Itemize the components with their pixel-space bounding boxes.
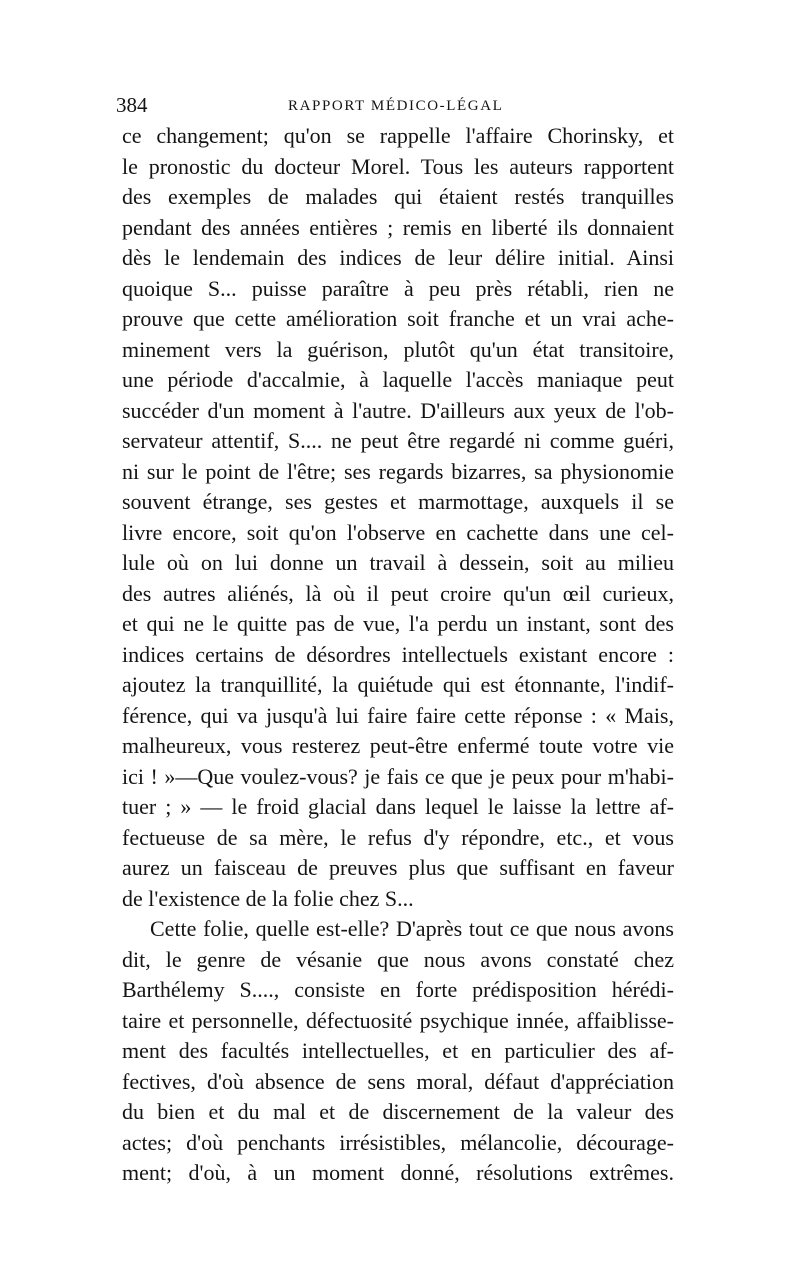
- text-line: quoique S... puisse paraître à peu près rétabli, rien ne: [122, 275, 674, 301]
- text-line: fectueuse de sa mère, le refus d'y répondre, etc., et vous: [122, 824, 674, 850]
- text-line: ajoutez la tranquillité, la quiétude qui est étonnante, l'indif-: [122, 672, 674, 697]
- text-line: dès le lendemain des indices de leur délire initial. Ainsi: [122, 245, 674, 270]
- text-line: pendant des années entières ; remis en liberté ils donnaient: [122, 214, 674, 240]
- text-line: souvent étrange, ses gestes et marmottage, auxquels il se: [122, 489, 674, 514]
- text-line: Barthélemy S...., consiste en forte prédisposition hérédi-: [122, 977, 674, 1002]
- text-line: fectives, d'où absence de sens moral, défaut d'appréciation: [122, 1068, 674, 1094]
- text-line: actes; d'où penchants irrésistibles, mélancolie, décourage-: [122, 1129, 674, 1155]
- text-line: lule où on lui donne un travail à dessein, soit au milieu: [122, 550, 674, 575]
- page-number: 384: [116, 93, 148, 117]
- text-line: férence, qui va jusqu'à lui faire faire cette réponse : « Mais,: [122, 702, 674, 728]
- text-line: minement vers la guérison, plutôt qu'un état transitoire,: [122, 336, 674, 362]
- text-line: des autres aliénés, là où il peut croire qu'un œil curieux,: [122, 580, 674, 606]
- text-line: Cette folie, quelle est-elle? D'après tout ce que nous avons: [150, 916, 674, 941]
- text-line: taire et personnelle, défectuosité psychique innée, affaiblisse-: [122, 1007, 674, 1033]
- text-line: le pronostic du docteur Morel. Tous les auteurs rapportent: [122, 153, 674, 179]
- text-line: ni sur le point de l'être; ses regards bizarres, sa physionomie: [122, 458, 674, 484]
- text-line: servateur attentif, S.... ne peut être regardé ni comme guéri,: [122, 428, 674, 453]
- text-line: du bien et du mal et de discernement de la valeur des: [122, 1099, 674, 1124]
- text-line: et qui ne le quitte pas de vue, l'a perdu un instant, sont des: [122, 611, 674, 636]
- text-line: dit, le genre de vésanie que nous avons constaté chez: [122, 946, 674, 972]
- text-line: ici ! »—Que voulez-vous? je fais ce que je peux pour m'habi-: [122, 763, 674, 789]
- text-line: de l'existence de la folie chez S...: [122, 885, 414, 911]
- text-line: une période d'accalmie, à laquelle l'accès maniaque peut: [122, 367, 674, 392]
- text-line: aurez un faisceau de preuves plus que suffisant en faveur: [122, 855, 674, 880]
- text-line: ment des facultés intellectuelles, et en particulier des af-: [122, 1038, 674, 1063]
- text-line: prouve que cette amélioration soit franche et un vrai ache-: [122, 306, 674, 331]
- text-line: livre encore, soit qu'on l'observe en cachette dans une cel-: [122, 519, 674, 545]
- text-line: ment; d'où, à un moment donné, résolutions extrêmes.: [122, 1160, 674, 1185]
- text-line: indices certains de désordres intellectuels existant encore :: [122, 641, 674, 667]
- page-header: [116, 93, 686, 117]
- text-line: succéder d'un moment à l'autre. D'ailleurs aux yeux de l'ob-: [122, 397, 674, 423]
- paragraph-2: [122, 914, 674, 1189]
- paragraph-1: [122, 121, 674, 914]
- text-line: tuer ; » — le froid glacial dans lequel le laisse la lettre af-: [122, 794, 674, 819]
- body-text: [122, 121, 674, 1189]
- text-line: ce changement; qu'on se rappelle l'affaire Chorinsky, et: [122, 123, 674, 148]
- running-title: RAPPORT MÉDICO-LÉGAL: [288, 98, 504, 114]
- text-line: des exemples de malades qui étaient restés tranquilles: [122, 184, 674, 209]
- text-line: malheureux, vous resterez peut-être enfermé toute votre vie: [122, 733, 674, 758]
